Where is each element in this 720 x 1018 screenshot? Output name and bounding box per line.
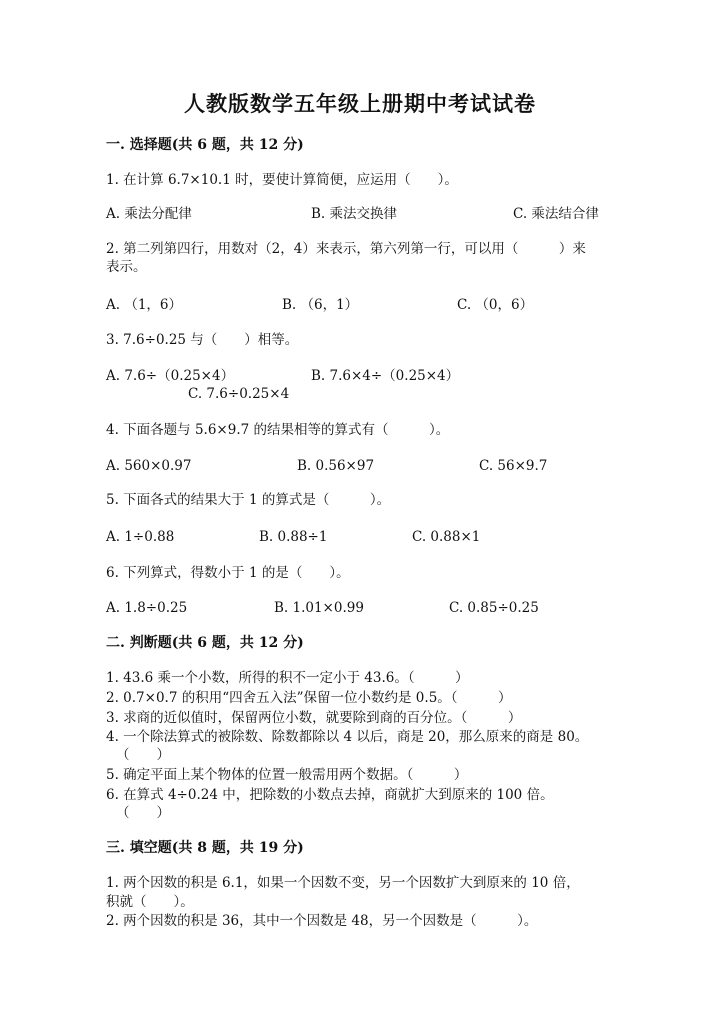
option-c: C. （0，6）	[457, 297, 534, 313]
option-a: A. （1，6）	[106, 297, 183, 313]
option-c: C. 7.6÷0.25×4	[188, 386, 290, 402]
judgment-item: 4. 一个除法算式的被除数、除数都除以 4 以后，商是 20，那么原来的商是 80。	[106, 729, 589, 745]
question-stem: 2. 第二列第四行，用数对（2，4）来表示，第六列第一行，可以用（ ）来	[106, 241, 586, 257]
option-b: B. 7.6×4÷（0.25×4）	[311, 368, 460, 384]
section-heading-fill: 三. 填空题(共 8 题，共 19 分)	[106, 840, 304, 856]
option-b: B. 0.88÷1	[259, 529, 328, 545]
option-c: C. 0.85÷0.25	[449, 600, 539, 616]
question-stem: 5. 下面各式的结果大于 1 的算式是（ ）。	[106, 492, 391, 508]
option-a: A. 1.8÷0.25	[106, 600, 188, 616]
option-a: A. 7.6÷（0.25×4）	[106, 368, 235, 384]
judgment-item-blank: （ ）	[116, 805, 170, 821]
option-b: B. （6，1）	[282, 297, 359, 313]
question-stem: 4. 下面各题与 5.6×9.7 的结果相等的算式有（ ）。	[106, 422, 450, 438]
option-c: C. 56×9.7	[479, 458, 548, 474]
section-heading-judgment: 二. 判断题(共 6 题，共 12 分)	[106, 635, 304, 651]
option-c: C. 乘法结合律	[513, 206, 599, 222]
fill-item-continued: 积就（ ）。	[106, 894, 194, 910]
option-b: B. 0.56×97	[297, 458, 375, 474]
question-stem-continued: 表示。	[106, 259, 147, 275]
judgment-item: 6. 在算式 4÷0.24 中，把除数的小数点去掉，商就扩大到原来的 100 倍。	[106, 787, 554, 803]
question-stem: 6. 下列算式，得数小于 1 的是（ ）。	[106, 565, 350, 581]
option-a: A. 乘法分配律	[106, 206, 192, 222]
option-b: B. 乘法交换律	[311, 206, 398, 222]
judgment-item: 2. 0.7×0.7 的积用“四舍五入法”保留一位小数约是 0.5。（ ）	[106, 690, 512, 706]
judgment-item: 3. 求商的近似值时，保留两位小数，就要除到商的百分位。（ ）	[106, 710, 522, 726]
section-heading-choice: 一. 选择题(共 6 题，共 12 分)	[106, 137, 304, 153]
option-a: A. 560×0.97	[106, 458, 192, 474]
question-stem: 1. 在计算 6.7×10.1 时，要使计算简便，应运用（ ）。	[106, 172, 458, 188]
page-title: 人教版数学五年级上册期中考试试卷	[184, 91, 536, 116]
fill-item: 1. 两个因数的积是 6.1，如果一个因数不变，另一个因数扩大到原来的 10 倍，	[106, 875, 580, 891]
option-b: B. 1.01×0.99	[274, 600, 364, 616]
question-stem: 3. 7.6÷0.25 与（ ）相等。	[106, 332, 299, 348]
option-c: C. 0.88×1	[412, 529, 481, 545]
judgment-item: 5. 确定平面上某个物体的位置一般需用两个数据。（ ）	[106, 767, 468, 783]
judgment-item-blank: （ ）	[116, 747, 170, 763]
fill-item: 2. 两个因数的积是 36，其中一个因数是 48，另一个因数是（ ）。	[106, 913, 538, 929]
option-a: A. 1÷0.88	[106, 529, 175, 545]
judgment-item: 1. 43.6 乘一个小数，所得的积不一定小于 43.6。（ ）	[106, 670, 469, 686]
